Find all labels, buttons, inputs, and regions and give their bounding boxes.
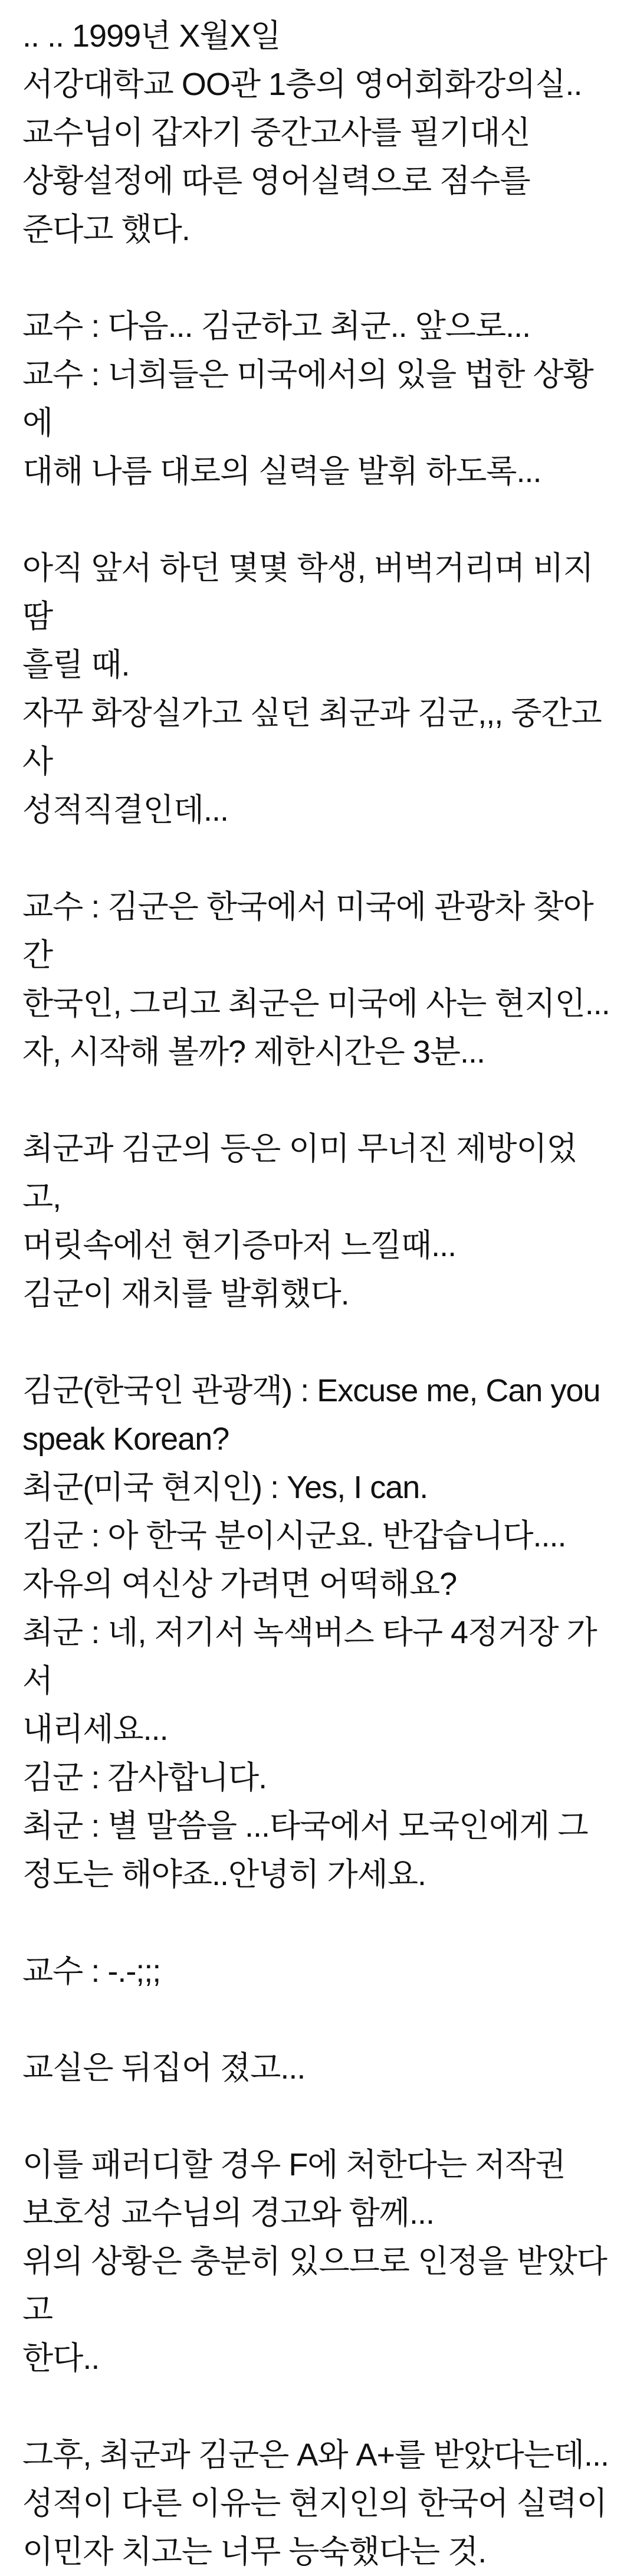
text-line: speak Korean? [22, 1421, 229, 1457]
text-line: 김군(한국인 관광객) : Excuse me, Can you [22, 1373, 600, 1408]
text-line: 성적이 다른 이유는 현지인의 한국어 실력이 [22, 2486, 607, 2521]
text-line: 교수 : 다음... 김군하고 최군.. 앞으로... [22, 309, 531, 344]
text-line: 김군이 재치를 발휘했다. [22, 1276, 349, 1312]
text-line: 머릿속에선 현기증마저 느낄때... [22, 1228, 457, 1263]
text-document [22, 12, 615, 2576]
text-line: 정도는 해야죠..안녕히 가세요. [22, 1857, 426, 1892]
paragraph [22, 2141, 615, 2382]
paragraph [22, 1125, 615, 1318]
text-line: 최군 : 네, 저기서 녹색버스 타구 4정거장 가서 [22, 1615, 597, 1699]
text-line: 아직 앞서 하던 몇몇 학생, 버벅거리며 비지땀 [22, 550, 593, 634]
text-line: 서강대학교 OO관 1층의 영어회화강의실.. [22, 67, 582, 102]
text-line: 교수 : 김군은 한국에서 미국에 관광차 찾아간 [22, 889, 593, 973]
text-line: 교수 : -.-;;; [22, 1954, 161, 1989]
text-line: 김군 : 아 한국 분이시군요. 반갑습니다.... [22, 1518, 566, 1554]
text-line: 교수님이 갑자기 중간고사를 필기대신 [22, 115, 530, 150]
text-line: 그후, 최군과 김군은 A와 A+를 받았다는데... [22, 2437, 609, 2473]
text-line: 교실은 뒤집어 졌고... [22, 2050, 306, 2086]
text-line: 최군 : 별 말씀을 ...타국에서 모국인에게 그 [22, 1808, 588, 1844]
paragraph [22, 1947, 615, 1995]
text-line: 최군과 김군의 등은 이미 무너진 제방이었고, [22, 1131, 577, 1215]
text-line: 이민자 치고는 너무 능숙했다는 것. [22, 2534, 487, 2570]
paragraph [22, 883, 615, 1076]
text-line: 이를 패러디할 경우 F에 처한다는 저작권 [22, 2147, 566, 2182]
text-line: 상황설정에 따른 영어실력으로 점수를 [22, 163, 530, 199]
text-line: 흘릴 때. [22, 647, 130, 683]
text-line: 교수 : 너희들은 미국에서의 있을 법한 상황에 [22, 357, 593, 441]
text-line: 자꾸 화장실가고 싶던 최군과 김군,,, 중간고사 [22, 696, 602, 779]
text-line: 대해 나름 대로의 실력을 발휘 하도록... [22, 454, 541, 489]
text-line: 위의 상황은 충분히 있으므로 인정을 받았다고 [22, 2244, 607, 2328]
text-line: 한국인, 그리고 최군은 미국에 사는 현지인... [22, 986, 610, 1021]
text-line: 김군 : 감사합니다. [22, 1760, 267, 1795]
text-line: 자, 시작해 볼까? 제한시간은 3분... [22, 1034, 485, 1070]
text-line: 성적직결인데... [22, 792, 228, 828]
text-line: .. .. 1999년 X월X일 [22, 18, 281, 54]
text-line: 준다고 했다. [22, 212, 190, 247]
paragraph [22, 2044, 615, 2092]
text-line: 자유의 여신상 가려면 어떡해요? [22, 1566, 457, 1602]
paragraph [22, 2431, 615, 2576]
paragraph [22, 302, 615, 496]
text-line: 보호성 교수님의 경고와 함께... [22, 2195, 434, 2231]
text-line: 내리세요... [22, 1712, 168, 1747]
paragraph [22, 544, 615, 834]
paragraph [22, 1366, 615, 1899]
paragraph [22, 12, 615, 254]
text-line: 한다.. [22, 2341, 100, 2376]
text-line: 최군(미국 현지인) : Yes, I can. [22, 1470, 428, 1505]
